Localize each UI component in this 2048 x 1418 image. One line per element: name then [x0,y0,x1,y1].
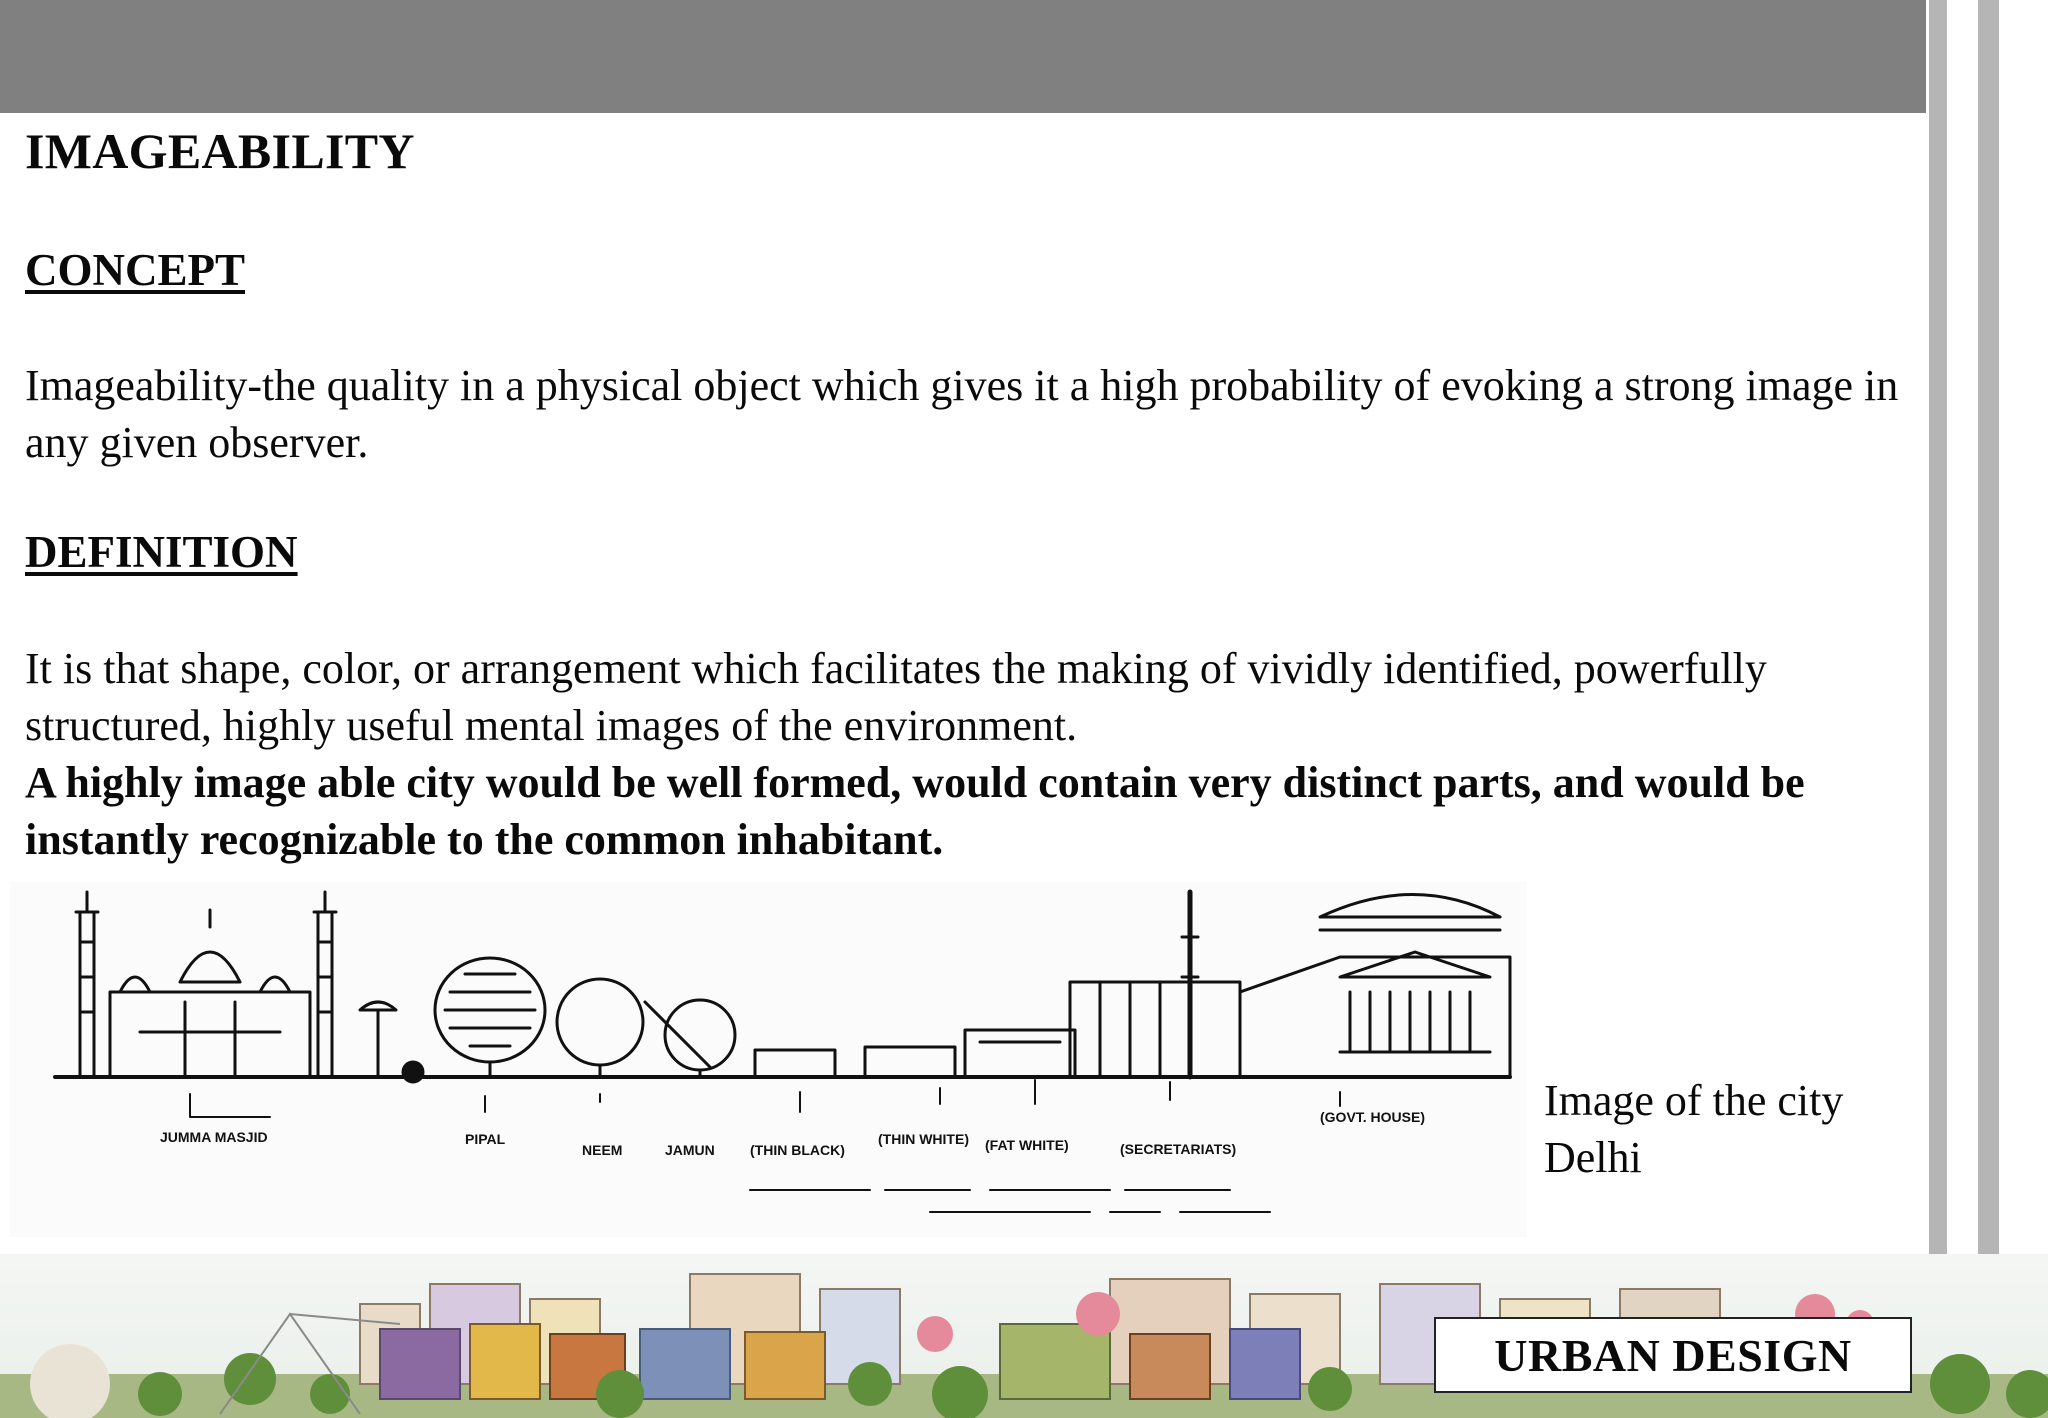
ground-pointers [190,1080,1340,1117]
slide-title: IMAGEABILITY [25,123,415,179]
sketch-label-jumma-masjid: JUMMA MASJID [160,1129,268,1145]
delhi-skyline-sketch [10,882,1527,1237]
sketch-label-pipal: PIPAL [465,1131,506,1147]
sketch-label-thin-black: (THIN BLACK) [750,1142,845,1158]
secretariat-drawing [1070,892,1240,1077]
low-buildings-drawing [755,1030,1075,1077]
side-stripe-left [1929,0,1947,1260]
sketch-label-govt-house: (GOVT. HOUSE) [1320,1109,1426,1125]
concept-text: Imageability-the quality in a physical object which gives it a high probability of evoking a strong image in any given observer. [25,361,1899,467]
sketch-label-secretariats: (SECRETARIATS) [1120,1141,1237,1157]
sketch-label-neem: NEEM [582,1142,623,1158]
sketch-label-jamun: JAMUN [665,1142,715,1158]
neem-jamun-trees-drawing [557,979,735,1077]
sketch-label-fat-white: (FAT WHITE) [985,1137,1069,1153]
government-house-drawing [1240,895,1510,1078]
definition-heading: DEFINITION [25,527,298,577]
top-header-bar [0,0,1926,113]
pipal-tree-drawing [435,958,545,1077]
small-tree-drawing [360,1002,423,1082]
concept-heading: CONCEPT [25,245,246,295]
figure-caption: Image of the city Delhi [1544,1076,1844,1182]
definition-bold-text: A highly image able city would be well formed, would contain very distinct parts, and would be instantly recognizable to the common inhabitant. [25,758,1805,864]
definition-block [25,640,1925,868]
side-stripe-right [1978,0,1999,1260]
sketch-label-thin-white: (THIN WHITE) [878,1131,969,1147]
definition-text: It is that shape, color, or arrangement which facilitates the making of vividly identified, powerfully structured, highly useful mental images of the environment. [25,644,1767,750]
jumma-masjid-drawing [76,892,336,1077]
urban-design-badge: URBAN DESIGN [1434,1317,1912,1393]
